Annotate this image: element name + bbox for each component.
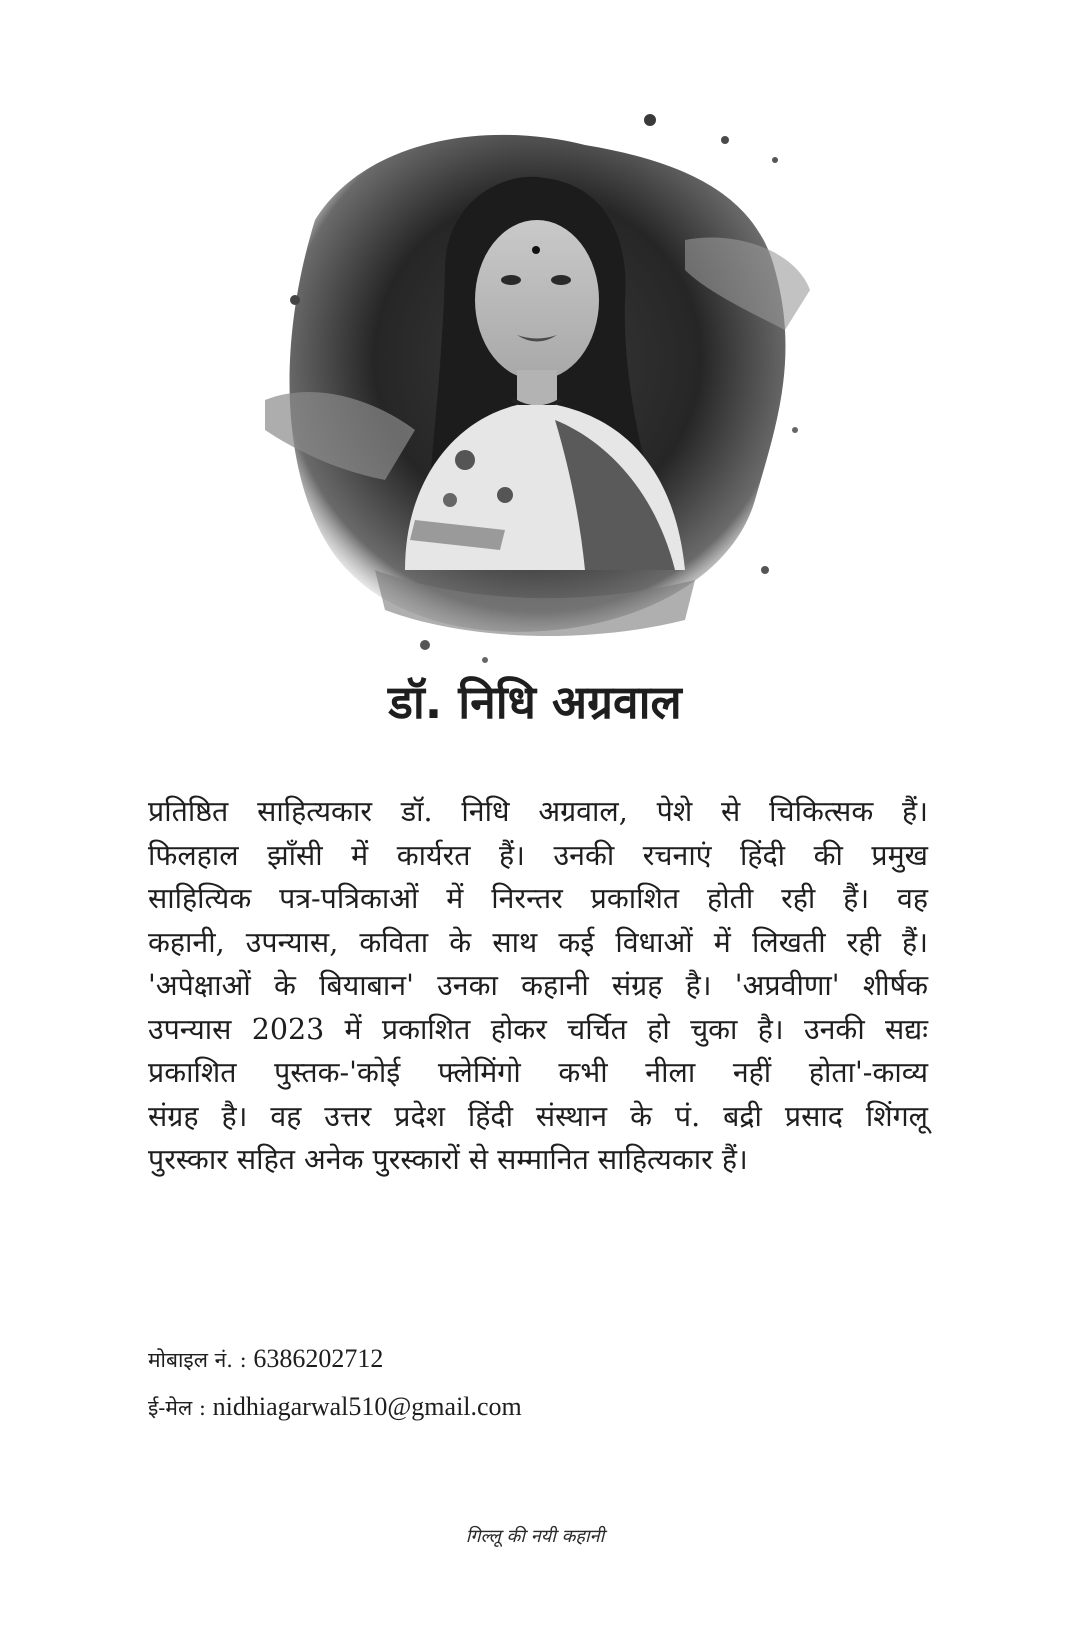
bio-line: कहानी, उपन्यास, कविता के साथ कई विधाओं में लिखती रही हैं। [148, 925, 928, 959]
bio-line: पुरस्कार सहित अनेक पुरस्कारों से सम्मानित साहित्यकार हैं। [148, 1143, 748, 1176]
author-name: डॉ. निधि अग्रवाल [388, 675, 682, 729]
contact-info [148, 1335, 522, 1431]
mobile-number: 6386202712 [253, 1344, 384, 1373]
bio-line: संग्रह है। वह उत्तर प्रदेश हिंदी संस्थान के पं. बद्री प्रसाद शिंगलू [148, 1099, 928, 1133]
mobile-row [148, 1335, 522, 1383]
email-row [148, 1383, 522, 1431]
email-label: ई-मेल : [148, 1396, 213, 1420]
page-footer: गिल्लू की नयी कहानी [465, 1526, 605, 1547]
bio-line: 'अपेक्षाओं के बियाबान' उनका कहानी संग्रह है। 'अप्रवीणा' शीर्षक [148, 969, 928, 1002]
bio-line: साहित्यिक पत्र-पत्रिकाओं में निरन्तर प्रकाशित होती रही हैं। वह [148, 882, 928, 915]
bio-line: प्रकाशित पुस्तक-'कोई फ्लेमिंगो कभी नीला नहीं होता'-काव्य [148, 1056, 928, 1089]
author-portrait [255, 100, 815, 670]
bio-line: उपन्यास 2023 में प्रकाशित होकर चर्चित हो चुका है। उनकी सद्यः [148, 1012, 928, 1046]
email-address: nidhiagarwal510@gmail.com [212, 1392, 522, 1421]
mobile-label: मोबाइल नं. : [148, 1348, 254, 1372]
author-bio [148, 790, 928, 1182]
bio-line: फिलहाल झाँसी में कार्यरत हैं। उनकी रचनाएं हिंदी की प्रमुख [148, 838, 928, 872]
bio-line: प्रतिष्ठित साहित्यकार डॉ. निधि अग्रवाल, पेशे से चिकित्सक हैं। [148, 795, 928, 828]
